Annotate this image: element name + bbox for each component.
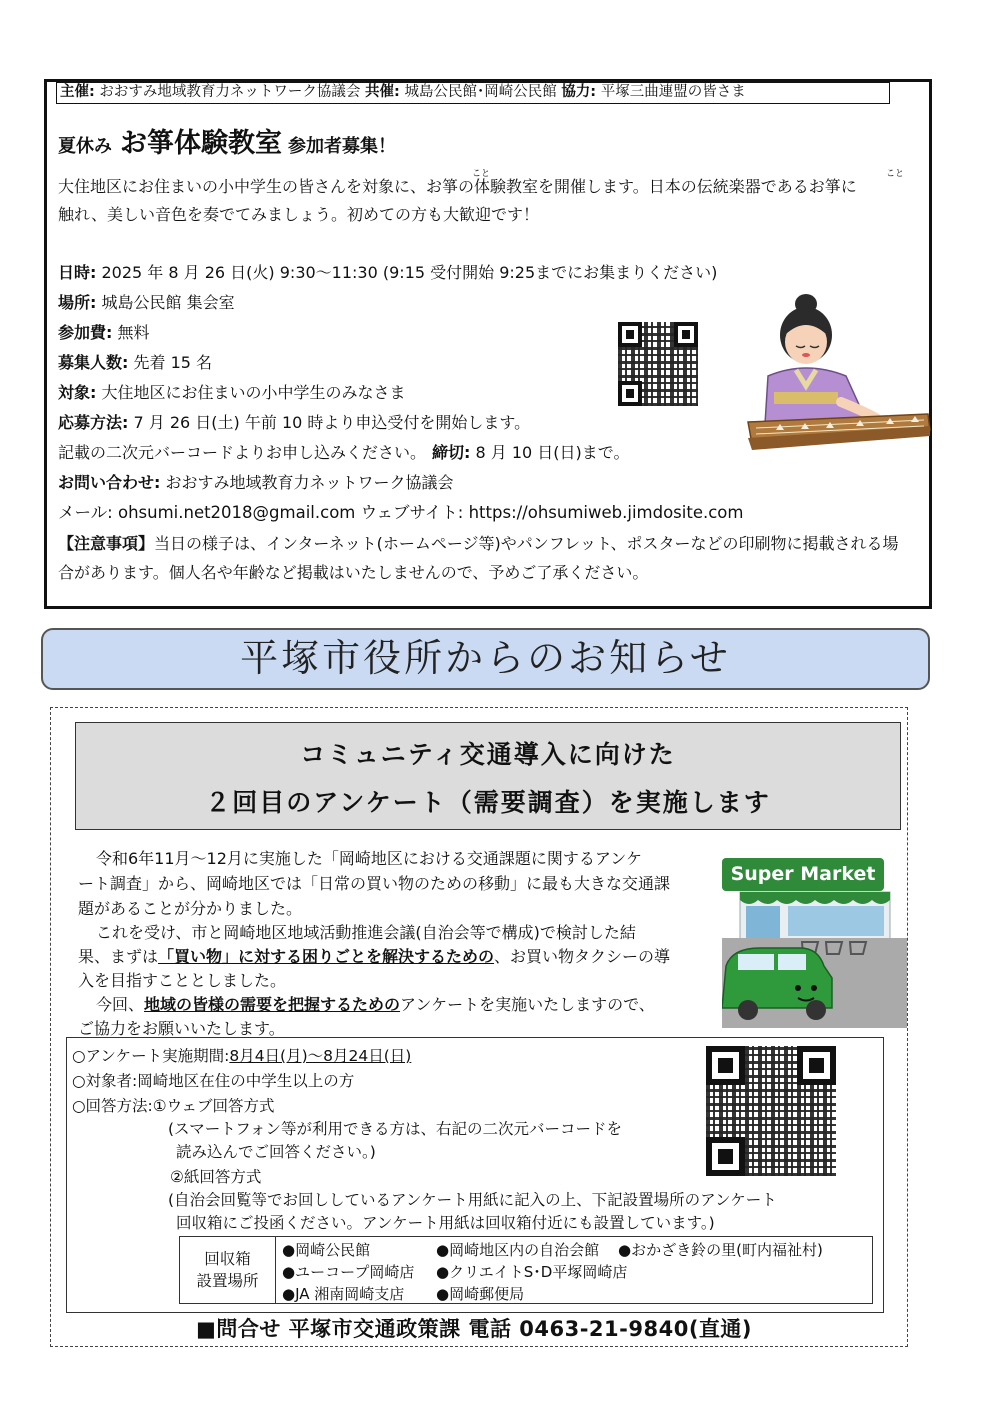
- supermarket-illustration: [722, 858, 907, 1028]
- box-head-line-1: 回収箱: [204, 1250, 251, 1268]
- survey-para-line-2: ート調査」から、岡崎地区では「日常の買い物のための移動」に最も大きな交通課: [78, 874, 671, 893]
- deadline-value: 8 月 10 日(日)まで。: [470, 443, 630, 462]
- host-name: おおすみ地域教育力ネットワーク協議会: [99, 84, 361, 100]
- koto-player-illustration: [746, 290, 932, 450]
- target-row: [58, 382, 406, 404]
- survey-para-line-1: 令和6年11月～12月に実施した「岡崎地区における交通課題に関するアンケ: [96, 849, 642, 868]
- inquiry-value: おおすみ地域教育力ネットワーク協議会: [160, 473, 454, 492]
- p5-post: 、お買い物タクシーの導: [494, 947, 671, 966]
- apply-row-2: [58, 442, 629, 464]
- capacity-label: 募集人数:: [58, 353, 129, 372]
- contact-links[interactable]: メール: ohsumi.net2018@gmail.com ウェブサイト: https://ohsumiweb.jimdosite.com: [58, 503, 744, 522]
- event-qr-code[interactable]: [618, 322, 698, 406]
- cohost-label: 共催:: [365, 84, 400, 100]
- p5-underlined: 「買い物」に対する困りごとを解決するための: [158, 947, 495, 966]
- box-head-line-2: 設置場所: [196, 1272, 259, 1290]
- intro-line-1: 大住地区にお住まいの小中学生の皆さんを対象に、お箏の体験教室を開催します。日本の伝統楽器であるお箏に: [58, 177, 857, 196]
- method-web-note-2: 読み込んでご回答ください。): [176, 1143, 376, 1161]
- ruby-koto-2: こと: [886, 169, 905, 179]
- notice-label: 【注意事項】: [58, 534, 155, 553]
- apply-value: 7 月 26 日(土) 午前 10 時より申込受付を開始します。: [128, 413, 531, 432]
- fee-label: 参加費:: [58, 323, 113, 342]
- date-label: 日時:: [58, 263, 97, 282]
- survey-contact: ■問合せ 平塚市交通政策課 電話 0463-21-9840(直通): [196, 1317, 753, 1341]
- date-value: 2025 年 8 月 26 日(火) 9:30～11:30 (9:15 受付開始 9:25までにお集まりください): [96, 263, 718, 282]
- title-prefix: 夏休み: [58, 136, 112, 157]
- supermarket-sign: Super Market: [722, 858, 884, 891]
- coop-label: 協力:: [561, 84, 597, 100]
- ruby-koto-1: こと: [472, 169, 491, 179]
- organizer-line: [56, 82, 890, 104]
- capacity-value: 先着 15 名: [128, 353, 213, 372]
- survey-para-line-8: ご協力をお願いいたします。: [78, 1019, 285, 1038]
- location-item: ●おかざき鈴の里(町内福祉村): [618, 1241, 823, 1259]
- city-notice-banner: 平塚市役所からのお知らせ: [41, 628, 930, 690]
- location-item: ●JA 湘南岡崎支店: [282, 1285, 405, 1303]
- p5-pre: 果、まずは: [78, 947, 159, 966]
- place-value: 城島公民館 集会室: [96, 293, 235, 312]
- apply-instruction: 記載の二次元バーコードよりお申し込みください。: [58, 443, 427, 462]
- p7-post: アンケートを実施いたしますので、: [400, 995, 655, 1014]
- respondent-row: ○対象者:岡崎地区在住の中学生以上の方: [72, 1072, 355, 1090]
- period-label: ○アンケート実施期間:: [72, 1047, 230, 1065]
- p7-pre: 今回、: [96, 995, 145, 1014]
- title-main: お箏体験教室: [120, 128, 282, 159]
- survey-para-line-4: これを受け、市と岡崎地区地域活動推進会議(自治会等で構成)で検討した結: [96, 923, 636, 942]
- collection-box-header: [180, 1237, 276, 1303]
- intro-line-2: 触れ、美しい音色を奏でてみましょう。初めての方も大歓迎です！: [58, 205, 539, 224]
- method-paper-note-1: (自治会回覧等でお回ししているアンケート用紙に記入の上、下記設置場所のアンケート: [168, 1191, 777, 1209]
- survey-qr-code[interactable]: [706, 1046, 836, 1176]
- location-item: ●岡崎郵便局: [436, 1285, 525, 1303]
- target-value: 大住地区にお住まいの小中学生のみなさま: [96, 383, 406, 402]
- notice-row-1: [58, 533, 899, 555]
- notice-row-2: 合があります。個人名や年齢など掲載はいたしませんので、予めご了承ください。: [58, 563, 649, 582]
- survey-heading: [75, 722, 901, 830]
- place-row: [58, 292, 235, 314]
- location-item: ●岡崎公民館: [282, 1241, 371, 1259]
- title-suffix: 参加者募集！: [288, 136, 396, 157]
- inquiry-row: [58, 472, 454, 494]
- survey-para-line-6: 入を目指すこととしました。: [78, 971, 287, 990]
- p7-underlined: 地域の皆様の需要を把握するための: [144, 995, 401, 1014]
- coop-name: 平塚三曲連盟の皆さま: [600, 84, 746, 100]
- location-item: ●クリエイトS･D平塚岡崎店: [436, 1263, 628, 1281]
- collection-box-table: [179, 1236, 873, 1304]
- fee-value: 無料: [112, 323, 150, 342]
- date-row: [58, 262, 717, 284]
- survey-heading-line-1: コミュニティ交通導入に向けた: [300, 740, 676, 769]
- method-paper-note-2: 回収箱にご投函ください。アンケート用紙は回収箱付近にも設置しています。): [176, 1214, 715, 1232]
- survey-para-line-3: 題があることが分かりました。: [78, 899, 303, 918]
- apply-label: 応募方法:: [58, 413, 129, 432]
- location-item: ●ユーコープ岡崎店: [282, 1263, 415, 1281]
- method-paper-row: ②紙回答方式: [170, 1168, 262, 1186]
- cohost-name: 城島公民館･岡崎公民館: [404, 84, 557, 100]
- target-label: 対象:: [58, 383, 97, 402]
- survey-para-line-5: [78, 946, 670, 968]
- place-label: 場所:: [58, 293, 97, 312]
- apply-row: [58, 412, 530, 434]
- period-row: [72, 1046, 411, 1067]
- method-web-row: ○回答方法:①ウェブ回答方式: [72, 1097, 275, 1115]
- inquiry-label: お問い合わせ:: [58, 473, 161, 492]
- notice-text-1: 当日の様子は、インターネット(ホームページ等)やパンフレット、ポスターなどの印刷物に掲載される場: [154, 534, 899, 553]
- survey-para-line-7: [96, 994, 655, 1016]
- fee-row: [58, 322, 150, 344]
- event-title: [58, 121, 396, 160]
- location-item: ●岡崎地区内の自治会館: [436, 1241, 600, 1259]
- method-web-note-1: (スマートフォン等が利用できる方は、右記の二次元バーコードを: [168, 1120, 622, 1138]
- capacity-row: [58, 352, 212, 374]
- deadline-label: 締切:: [432, 443, 471, 462]
- survey-heading-line-2: ２回目のアンケート（需要調査）を実施します: [205, 788, 771, 817]
- host-label: 主催:: [60, 84, 95, 100]
- period-value: 8月4日(月)～8月24日(日): [229, 1047, 412, 1065]
